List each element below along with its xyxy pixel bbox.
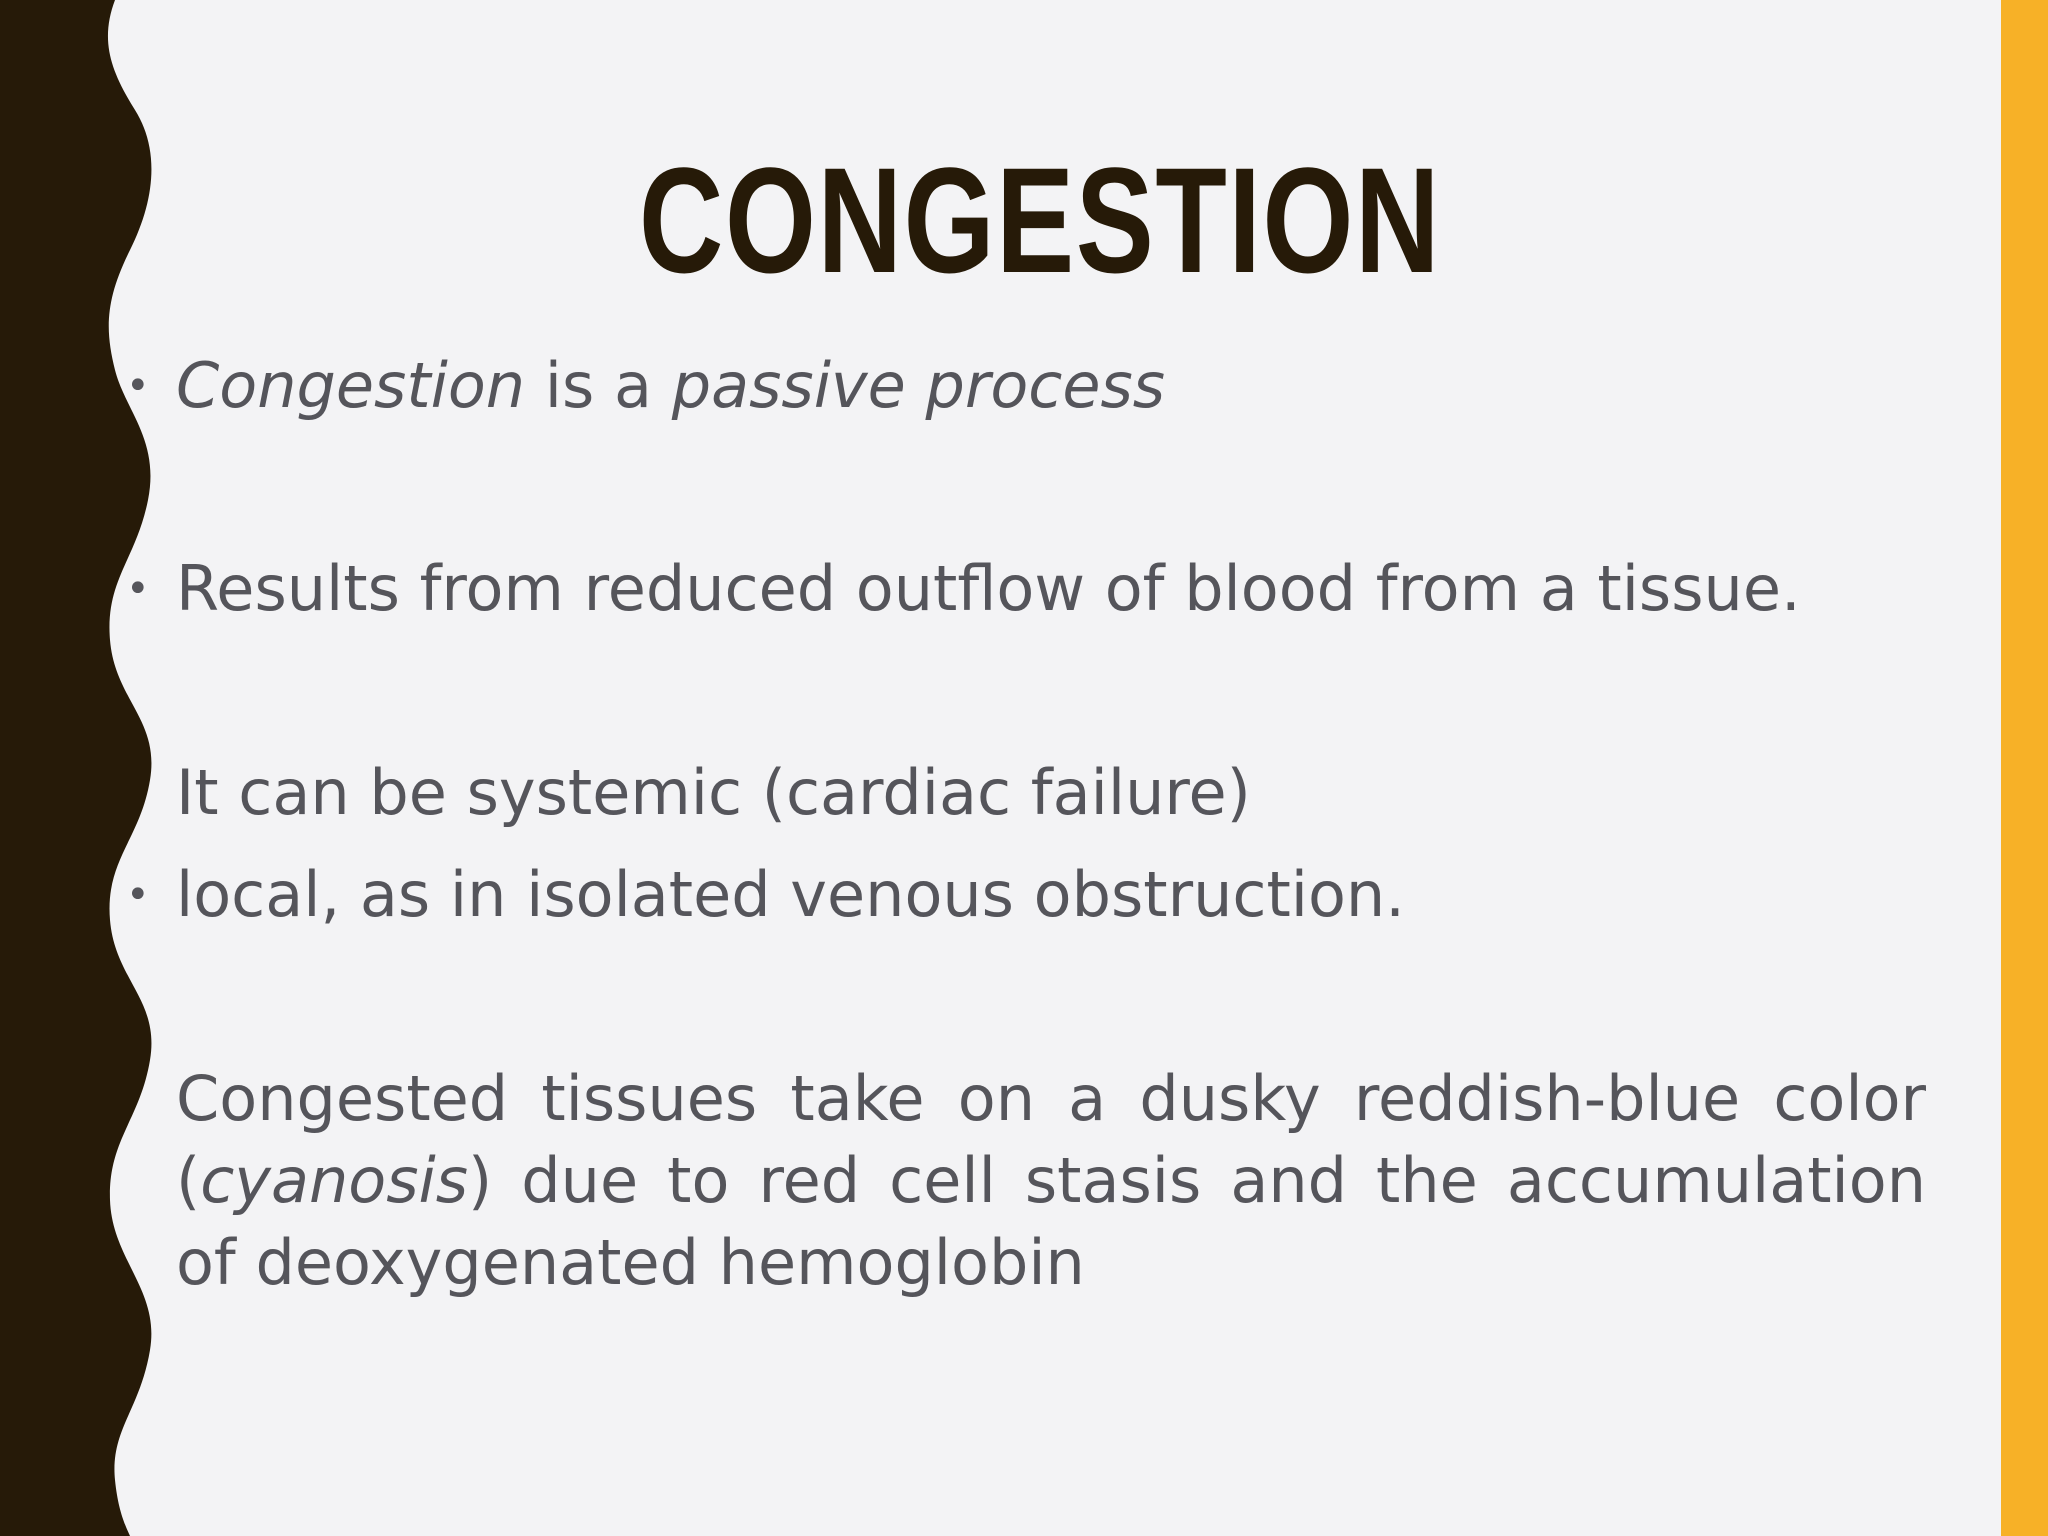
wavy-band-shape [0, 0, 151, 1536]
slide-title: CONGESTION [638, 136, 1442, 304]
para-part1: Congested tissues take on a dusky reddish-blue color ( [176, 1062, 1926, 1217]
cyanosis-paragraph [176, 1058, 1926, 1304]
line3-text: It can be systemic (cardiac failure) [176, 756, 1251, 829]
term-passive-process: passive process [671, 349, 1166, 422]
bullet-marker: • [126, 363, 150, 409]
term-cyanosis: cyanosis [200, 1144, 469, 1217]
bullet-marker: • [126, 872, 150, 918]
bullet-line-4 [126, 854, 1405, 936]
accent-right-bar [2001, 0, 2048, 1536]
bullet-line-1 [126, 345, 1166, 427]
bullet-marker: • [126, 566, 150, 612]
wavy-left-band [0, 0, 170, 1536]
line4-text: local, as in isolated venous obstruction. [176, 858, 1405, 931]
para-part3: ) due to red cell stasis and the accumulation of deoxygenated hemoglobin [176, 1144, 1926, 1299]
term-congestion: Congestion [176, 349, 526, 422]
text-line-3 [176, 752, 1251, 834]
line1-connector: is a [525, 349, 672, 422]
line2-text: Results from reduced outflow of blood from a tissue. [176, 552, 1801, 625]
bullet-line-2 [126, 548, 1801, 630]
